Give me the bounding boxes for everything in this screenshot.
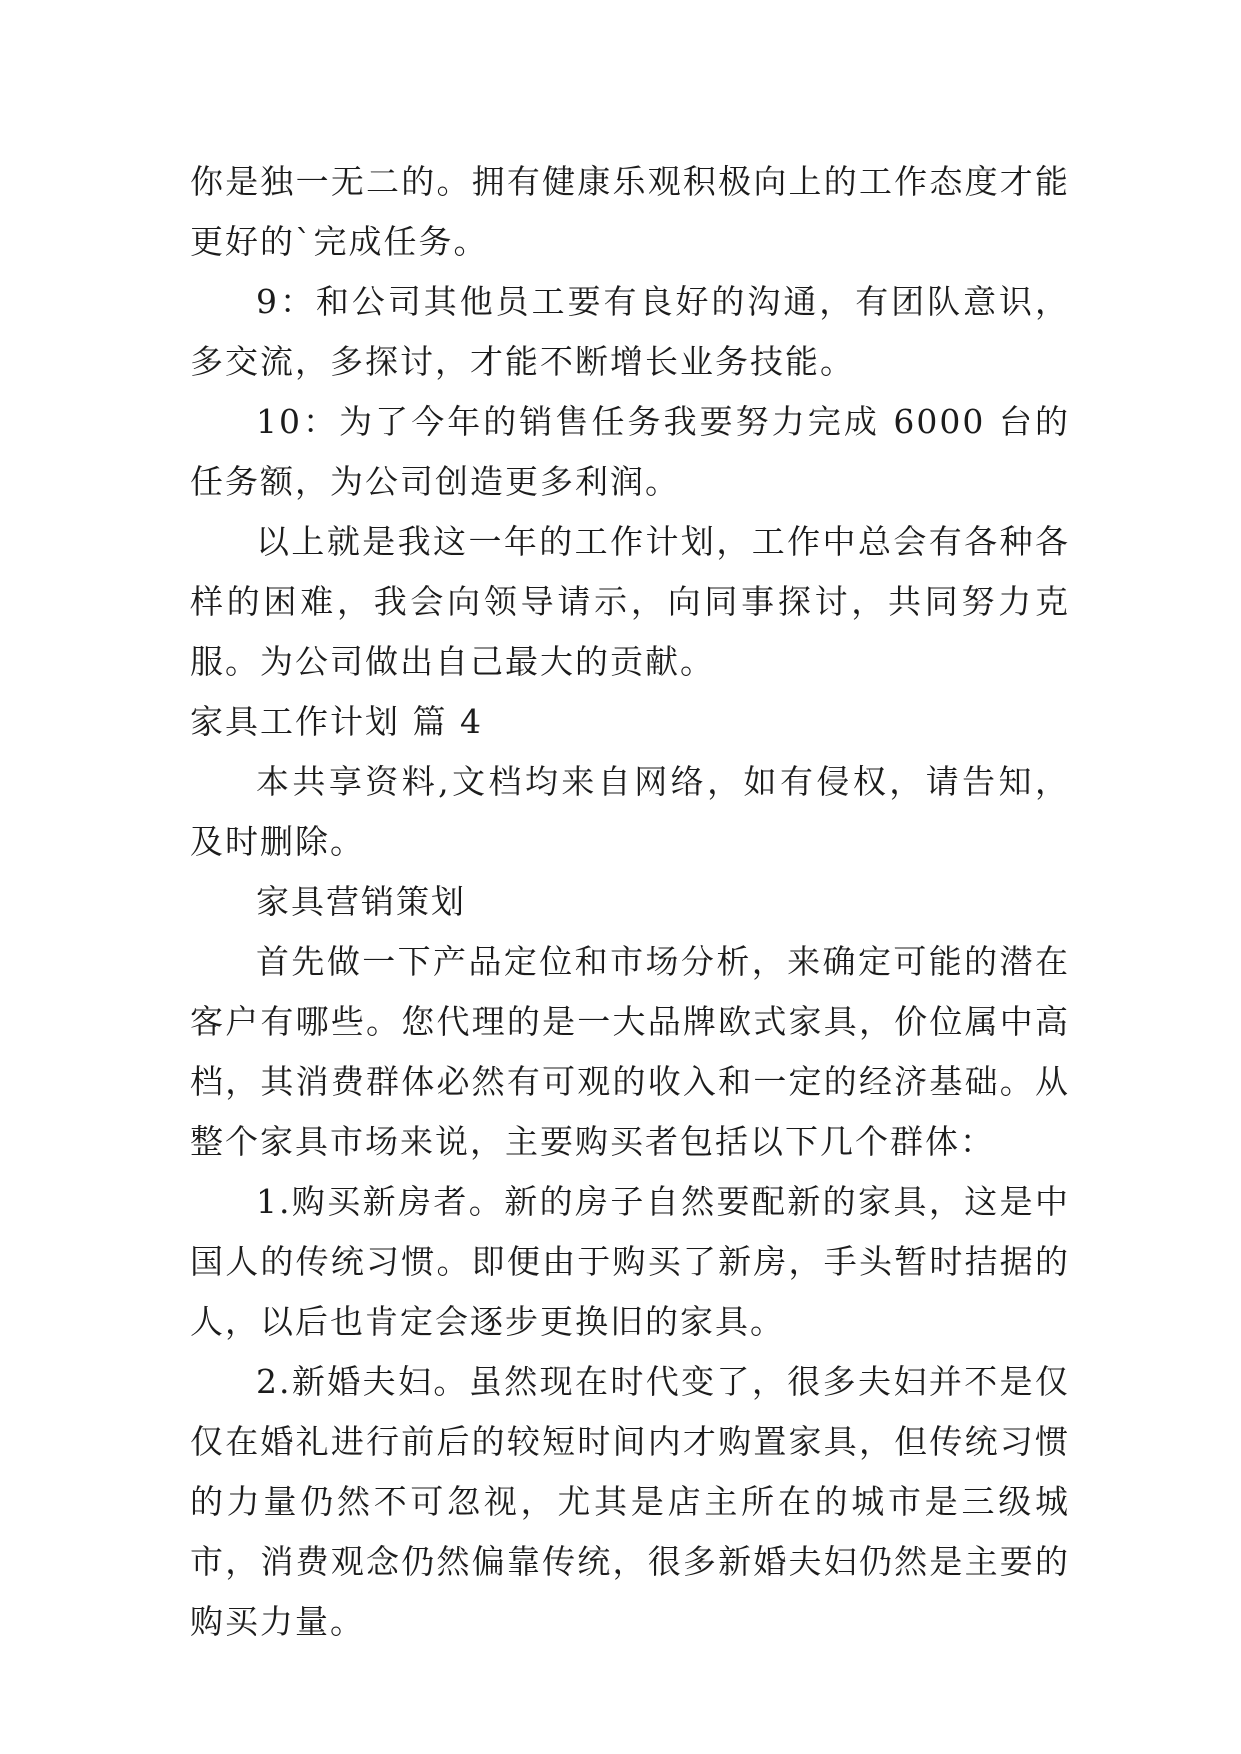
section-heading: 家具工作计划 篇 4 <box>190 702 483 741</box>
paragraph-conclusion: 以上就是我这一年的工作计划，工作中总会有各种各样的困难，我会向领导请示，向同事探讨，共同努力克服。为公司做出自己最大的贡献。 <box>190 522 1070 681</box>
paragraph-continuation: 你是独一无二的。拥有健康乐观积极向上的工作态度才能更好的`完成任务。 <box>190 162 1070 261</box>
paragraph-group-2: 2.新婚夫妇。虽然现在时代变了，很多夫妇并不是仅仅在婚礼进行前后的较短时间内才购置家具，但传统习惯的力量仍然不可忽视，尤其是店主所在的城市是三级城市，消费观念仍然偏靠传统，很多新婚夫妇仍然是主要的购买力量。 <box>190 1362 1070 1641</box>
paragraph-item-9: 9：和公司其他员工要有良好的沟通，有团队意识，多交流，多探讨，才能不断增长业务技能。 <box>190 282 1070 381</box>
paragraph-subtitle: 家具营销策划 <box>256 882 466 921</box>
paragraph-disclaimer: 本共享资料,文档均来自网络，如有侵权，请告知，及时删除。 <box>190 762 1070 861</box>
paragraph-group-1: 1.购买新房者。新的房子自然要配新的家具，这是中国人的传统习惯。即便由于购买了新房，手头暂时拮据的人，以后也肯定会逐步更换旧的家具。 <box>190 1182 1070 1341</box>
paragraph-market-analysis: 首先做一下产品定位和市场分析，来确定可能的潜在客户有哪些。您代理的是一大品牌欧式家具，价位属中高档，其消费群体必然有可观的收入和一定的经济基础。从整个家具市场来说，主要购买者包括以下几个群体： <box>190 942 1070 1161</box>
document-body <box>190 152 1070 1652</box>
paragraph-item-10: 10：为了今年的销售任务我要努力完成 6000 台的任务额，为公司创造更多利润。 <box>190 402 1070 501</box>
